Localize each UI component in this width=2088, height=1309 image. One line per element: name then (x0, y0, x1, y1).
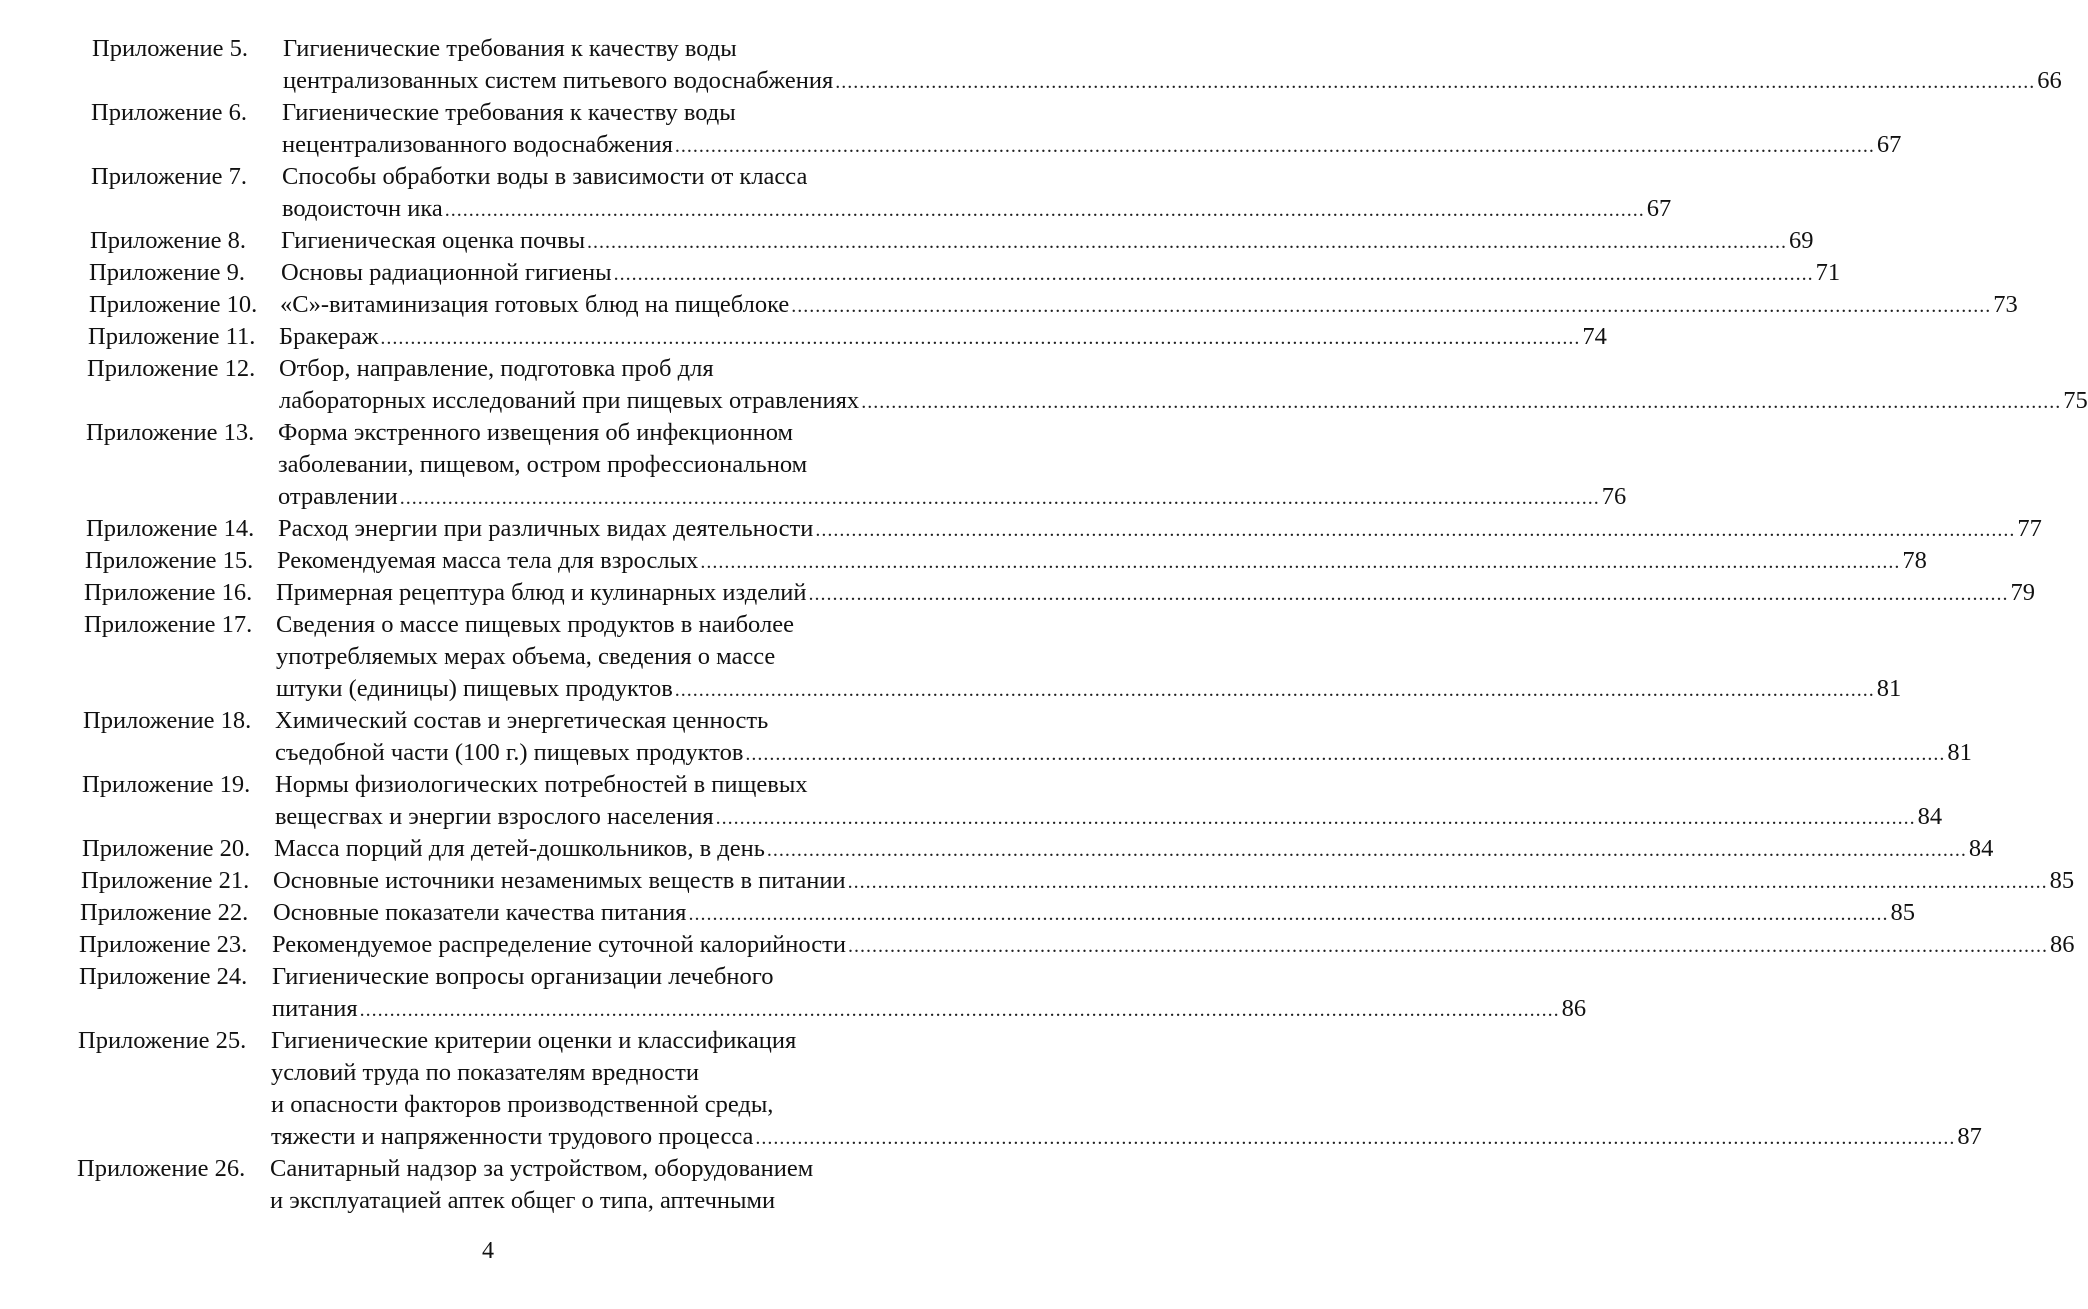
toc-entry-label: Приложение 22. (80, 899, 249, 926)
dot-leader: ........................................................................................................................................................................................................ (399, 487, 1600, 509)
toc-entry-label: Приложение 7. (91, 163, 247, 190)
toc-entry (0, 97, 1902, 161)
toc-entry-title-text: Примерная рецептура блюд и кулинарных изделий (276, 579, 807, 606)
toc-entry-page: 86 (1561, 995, 1587, 1022)
toc-entry-page: 74 (1582, 323, 1607, 350)
dot-leader: ........................................................................................................................................................................................................ (755, 1127, 1956, 1149)
toc-entry-title-line (282, 193, 1672, 225)
dot-leader: ........................................................................................................................................................................................................ (835, 71, 2036, 93)
toc-entry-title-text: Рекомендуемая масса тела для взрослых (277, 547, 699, 574)
toc-entry-page: 85 (2049, 867, 2075, 894)
toc-entry-title-line (283, 65, 2062, 97)
toc-entry (0, 321, 1607, 353)
dot-leader: ........................................................................................................................................................................................................ (359, 999, 1560, 1021)
toc-entry-label: Приложение 15. (85, 547, 254, 574)
toc-entry-title-line: Нормы физиологических потребностей в пищевых (275, 771, 808, 798)
toc-entry (0, 705, 1972, 769)
toc-entry-label: Приложение 20. (82, 835, 251, 862)
toc-entry-label: Приложение 23. (79, 931, 248, 958)
toc-entry-title-line (275, 801, 1943, 833)
toc-entry-title-line (274, 833, 1994, 865)
toc-entry (0, 513, 2042, 545)
dot-leader: ........................................................................................................................................................................................................ (674, 679, 1875, 701)
dot-leader: ........................................................................................................................................................................................................ (380, 327, 1581, 349)
dot-leader: ........................................................................................................................................................................................................ (613, 263, 1814, 285)
toc-entry-title-line: Гигиенические требования к качеству воды (282, 99, 736, 126)
toc-entry-label: Приложение 10. (89, 291, 258, 318)
toc-entry-label: Приложение 12. (87, 355, 256, 382)
toc-entry-title-line (279, 321, 1607, 353)
toc-entry (0, 929, 2075, 961)
toc-entry-label: Приложение 19. (82, 771, 251, 798)
dot-leader: ........................................................................................................................................................................................................ (808, 583, 2009, 605)
toc-entry-label: Приложение 18. (83, 707, 252, 734)
dot-leader: ........................................................................................................................................................................................................ (674, 135, 1875, 157)
toc-entry-page: 71 (1815, 259, 1841, 286)
toc-entry-title-text: Основные источники незаменимых веществ в питании (273, 867, 846, 894)
toc-entry-page: 77 (2017, 515, 2042, 542)
toc-entry-title-text: съедобной части (100 г.) пищевых продуктов (275, 739, 744, 766)
toc-entry-page: 85 (1890, 899, 1915, 926)
toc-entry-title-line: условий труда по показателям вредности (271, 1059, 699, 1086)
toc-entry (0, 417, 1627, 513)
toc-entry-title-line: Форма экстренного извещения об инфекционном (278, 419, 794, 446)
toc-entry-title-text: лабораторных исследований при пищевых отравлениях (279, 387, 860, 414)
dot-leader: ........................................................................................................................................................................................................ (847, 935, 2048, 957)
toc-entry-page: 67 (1876, 131, 1902, 158)
toc-entry-title-line: Гигиенические критерии оценки и классификация (271, 1027, 797, 1054)
toc-entry-title-text: вещесгвах и энергии взрослого населения (275, 803, 714, 830)
toc-entry-title-line: Химический состав и энергетическая ценность (275, 707, 769, 734)
toc-entry-label: Приложение 25. (78, 1027, 247, 1054)
dot-leader: ........................................................................................................................................................................................................ (745, 743, 1946, 765)
toc-entry-title-line (272, 993, 1587, 1025)
toc-entry-title-line: Гигиенические требования к качеству воды (283, 35, 737, 62)
toc-entry-title-text: «С»-витаминизация готовых блюд на пищеблоке (280, 291, 790, 318)
toc-entry-title-line (279, 385, 2088, 417)
toc-entry-title-line (273, 865, 2075, 897)
toc-entry-title-line (276, 673, 1902, 705)
toc-entry (0, 833, 1994, 865)
toc-entry-title-line (280, 289, 2018, 321)
toc-entry-page: 86 (2049, 931, 2075, 958)
toc-entry-title-text: отравлении (278, 483, 398, 510)
toc-entry (0, 769, 1943, 833)
dot-leader: ........................................................................................................................................................................................................ (444, 199, 1645, 221)
toc-entry-title-text: штуки (единицы) пищевых продуктов (276, 675, 673, 702)
toc-entry-title-line (281, 257, 1841, 289)
toc-entry-title-text: Масса порций для детей-дошкольников, в день (274, 835, 765, 862)
toc-entry-label: Приложение 17. (84, 611, 253, 638)
toc-entry (0, 353, 2088, 417)
toc-entry-page: 79 (2010, 579, 2036, 606)
toc-entry-page: 73 (1993, 291, 2018, 318)
dot-leader: ........................................................................................................................................................................................................ (587, 231, 1788, 253)
dot-leader: ........................................................................................................................................................................................................ (688, 903, 1889, 925)
toc-entry-title-line: Сведения о массе пищевых продуктов в наиболее (276, 611, 794, 638)
toc-entry-title-line (272, 929, 2075, 961)
toc-entry-title-line (275, 737, 1972, 769)
toc-entry-page: 78 (1902, 547, 1927, 574)
toc-entry-label: Приложение 6. (91, 99, 247, 126)
toc-entry (0, 257, 1841, 289)
toc-entry-title-line: заболевании, пищевом, остром профессиональном (278, 451, 808, 478)
toc-entry-page: 81 (1876, 675, 1902, 702)
toc-entry-title-line (273, 897, 1915, 929)
toc-entry-title-text: Рекомендуемое распределение суточной калорийности (272, 931, 846, 958)
toc-entry-title-text: тяжести и напряженности трудового процесса (271, 1123, 754, 1150)
toc-entry-title-line: Гигиенические вопросы организации лечебного (272, 963, 774, 990)
toc-entry (0, 545, 1927, 577)
dot-leader: ........................................................................................................................................................................................................ (791, 295, 1992, 317)
toc-entry-title-text: централизованных систем питьевого водоснабжения (283, 67, 834, 94)
toc-entry-title-text: Основы радиационной гигиены (281, 259, 612, 286)
toc-entry-title-line: и эксплуатацией аптек общег о типа, аптечными (270, 1187, 776, 1214)
dot-leader: ........................................................................................................................................................................................................ (815, 519, 2016, 541)
dot-leader: ........................................................................................................................................................................................................ (847, 871, 2048, 893)
toc-entry-label: Приложение 8. (90, 227, 246, 254)
toc-entry-page: 81 (1947, 739, 1972, 766)
toc-entry-title-line: употребляемых мерах объема, сведения о массе (276, 643, 776, 670)
toc-entry-title-text: нецентрализованного водоснабжения (282, 131, 673, 158)
toc-entry (0, 961, 1587, 1025)
toc-entry-title-line (281, 225, 1814, 257)
toc-entry-title-line (278, 513, 2042, 545)
toc-entry-label: Приложение 13. (86, 419, 255, 446)
toc-entry (0, 161, 1672, 225)
toc-entry-title-text: Основные показатели качества питания (273, 899, 687, 926)
toc-entry-label: Приложение 11. (88, 323, 256, 350)
toc-entry-page: 87 (1957, 1123, 1982, 1150)
toc-entry (0, 1153, 976, 1217)
toc-entry-title-line (276, 577, 2036, 609)
toc-entry-page: 67 (1646, 195, 1672, 222)
toc-entry (0, 289, 2018, 321)
toc-entry-label: Приложение 14. (86, 515, 255, 542)
toc-entry-title-line: и опасности факторов производственной среды, (271, 1091, 774, 1118)
toc-entry-title-text: Расход энергии при различных видах деятельности (278, 515, 814, 542)
toc-entry-title-line: Способы обработки воды в зависимости от класса (282, 163, 808, 190)
dot-leader: ........................................................................................................................................................................................................ (766, 839, 1967, 861)
toc-entry-page: 84 (1917, 803, 1943, 830)
toc-entry-page: 66 (2037, 67, 2062, 94)
dot-leader: ........................................................................................................................................................................................................ (715, 807, 1916, 829)
toc-entry-title-line (282, 129, 1902, 161)
toc-entry-title-line (278, 481, 1627, 513)
toc-entry-title-text: водоисточн ика (282, 195, 443, 222)
toc-entry (0, 609, 1902, 705)
toc-entry-label: Приложение 9. (89, 259, 245, 286)
toc-entry (0, 865, 2075, 897)
page-number: 4 (482, 1238, 494, 1264)
toc-entry-title-line (271, 1121, 1982, 1153)
toc-entry-title-line: Санитарный надзор за устройством, оборудованием (270, 1155, 814, 1182)
toc-entry-label: Приложение 26. (77, 1155, 246, 1182)
toc-entry-title-line (277, 545, 1927, 577)
dot-leader: ........................................................................................................................................................................................................ (700, 551, 1901, 573)
toc-entry (0, 1025, 1982, 1153)
toc-entry (0, 225, 1814, 257)
toc-entry-label: Приложение 16. (84, 579, 253, 606)
toc-entry-title-text: Гигиеническая оценка почвы (281, 227, 586, 254)
toc-entry-label: Приложение 21. (81, 867, 250, 894)
dot-leader: ........................................................................................................................................................................................................ (861, 391, 2062, 413)
toc-entry-title-line: Отбор, направление, подготовка проб для (279, 355, 714, 382)
toc-entry-page: 69 (1789, 227, 1814, 254)
toc-entry-label: Приложение 5. (92, 35, 248, 62)
toc-entry-page: 75 (2063, 387, 2088, 414)
toc-entry (0, 897, 1915, 929)
toc-entry-title-text: питания (272, 995, 358, 1022)
toc-entry-label: Приложение 24. (79, 963, 248, 990)
toc-entry (0, 33, 2062, 97)
toc-entry-page: 84 (1968, 835, 1994, 862)
toc-entry-title-text: Бракераж (279, 323, 379, 350)
toc-entry (0, 577, 2036, 609)
table-of-contents (0, 33, 2088, 1217)
toc-entry-page: 76 (1601, 483, 1627, 510)
